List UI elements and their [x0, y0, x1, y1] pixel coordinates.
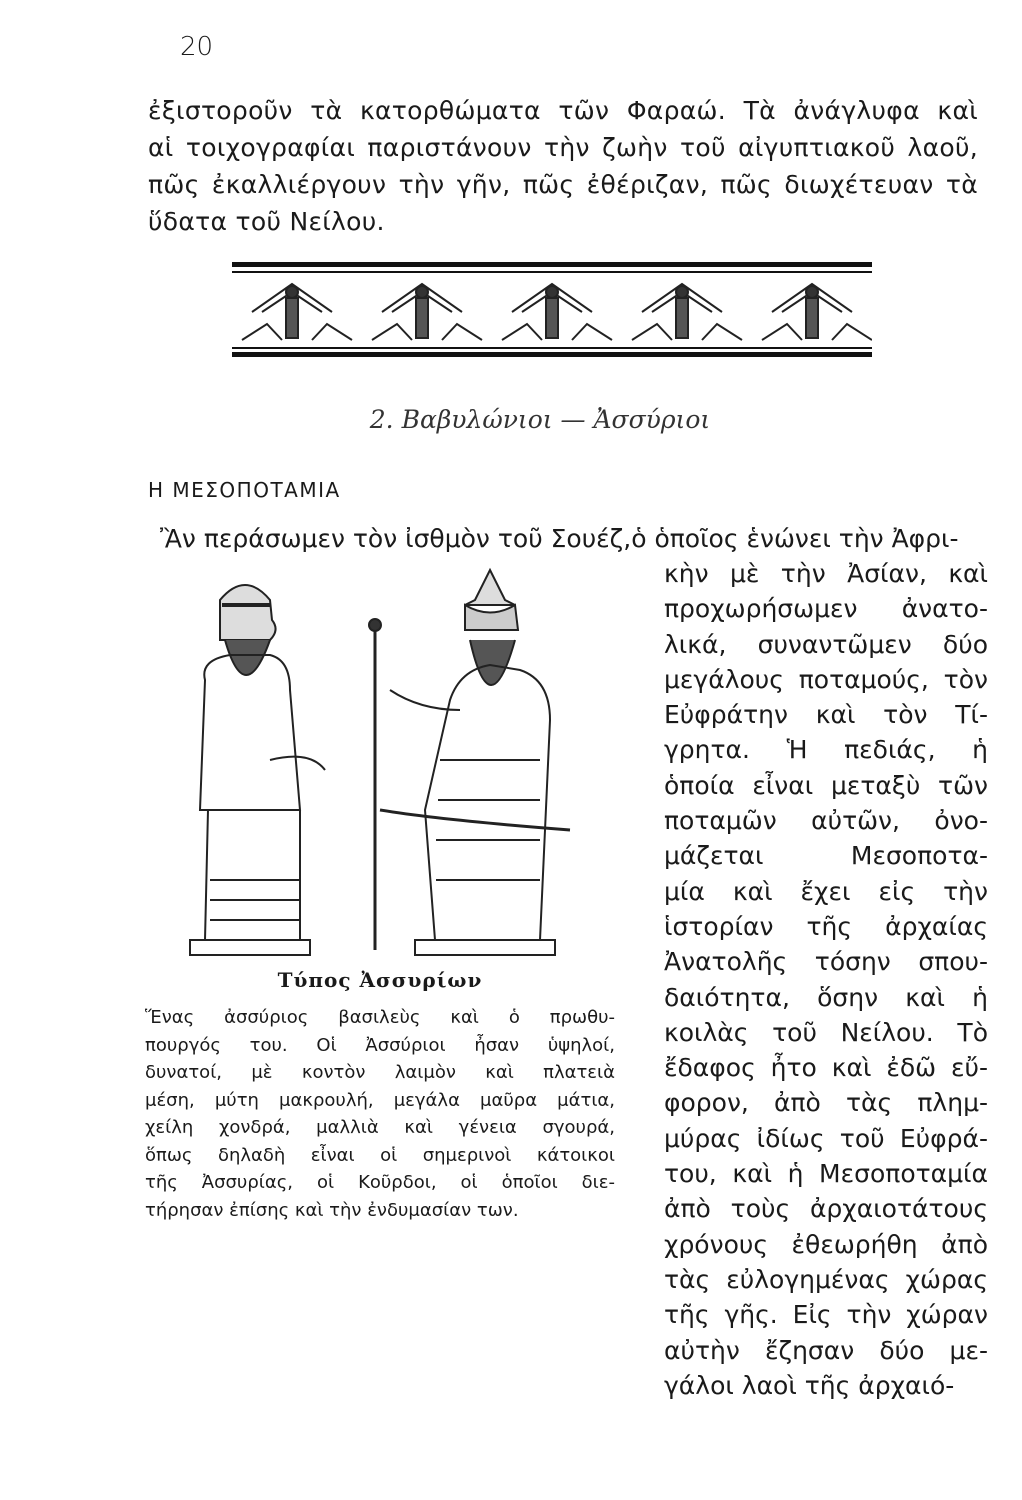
text-line: Εὐφράτην καὶ τὸν Τί-: [664, 700, 988, 730]
text-line: ἔδαφος ἦτο καὶ ἐδῶ εὔ-: [664, 1053, 988, 1083]
text-line: του, καὶ ἡ Μεσοποταμία: [664, 1159, 988, 1189]
caption-line: χείλη χονδρά, μαλλιὰ καὶ γένεια σγουρά,: [145, 1117, 615, 1138]
caption-line: δυνατοί, μὲ κοντὸν λαιμὸν καὶ πλατειὰ: [145, 1062, 615, 1083]
intro-line: πῶς ἐκαλλιέργουν τὴν γῆν, πῶς ἐθέριζαν, πῶς διωχέτευαν τὰ: [148, 170, 978, 199]
text-line: ἀπὸ τοὺς ἀρχαιοτάτους: [664, 1194, 988, 1224]
text-line: μεγάλους ποταμούς, τὸν: [664, 664, 988, 694]
decorative-frieze-illustration: [232, 262, 872, 358]
text-line: ὁποία εἶναι μεταξὺ τῶν: [664, 770, 988, 800]
text-line: γάλοι λαοὶ τῆς ἀρχαιό-: [664, 1370, 955, 1400]
text-line: κὴν μὲ τὴν Ἀσίαν, καὶ: [664, 559, 988, 588]
text-line: τῆς γῆς. Εἰς τὴν χώραν: [664, 1300, 988, 1330]
intro-line: αἱ τοιχογραφίαι παριστάνουν τὴν ζωὴν τοῦ αἰγυπτιακοῦ λαοῦ,: [148, 133, 978, 162]
text-line: ποταμῶν αὐτῶν, ὀνο-: [664, 806, 988, 836]
text-line: αὐτὴν ἔζησαν δύο με-: [664, 1335, 988, 1365]
caption-line: Ἕνας ἀσσύριος βασιλεὺς καὶ ὁ πρωθυ-: [145, 1007, 615, 1028]
caption-line: ὅπως δηλαδὴ εἶναι οἱ σημερινοὶ κάτοικοι: [145, 1144, 615, 1166]
caption-line: τῆς Ἀσσυρίας, οἱ Κοῦρδοι, οἱ ὁποῖοι διε-: [145, 1172, 615, 1193]
text-line: Ἀνατολῆς τόσην σπου-: [664, 947, 988, 977]
text-line: ἱστορίαν τῆς ἀρχαίας: [664, 911, 988, 941]
text-line: δαιότητα, ὅσην καὶ ἡ: [664, 982, 988, 1012]
intro-line: ἐξιστοροῦν τὰ κατορθώματα τῶν Φαραώ. Τὰ ἀνάγλυφα καὶ: [148, 96, 978, 125]
text-line: μία καὶ ἔχει εἰς τὴν: [664, 876, 988, 906]
text-line: μύρας ἰδίως τοῦ Εὐφρά-: [664, 1123, 988, 1153]
right-column-text: [664, 556, 988, 1403]
intro-paragraph: [148, 92, 978, 240]
region-heading: Η ΜΕΣΟΠΟΤΑΜΙΑ: [148, 478, 341, 502]
caption-line: πουργός του. Οἱ Ἀσσύριοι ἦσαν ὑψηλοί,: [145, 1034, 615, 1056]
text-line: τὰς εὐλογημένας χώρας: [664, 1264, 988, 1294]
assyrian-figures-illustration: [160, 560, 590, 960]
text-line: κοιλὰς τοῦ Νείλου. Τὸ: [664, 1017, 988, 1047]
caption-line: μέση, μύτη μακρουλή, μεγάλα μαῦρα μάτια,: [145, 1089, 615, 1111]
text-line: μάζεται Μεσοποτα-: [664, 841, 988, 871]
intro-line: ὕδατα τοῦ Νείλου.: [148, 207, 385, 236]
caption-title: Τύπος Ἀσσυρίων: [277, 968, 483, 992]
paragraph-first-line: Ἂν περάσωμεν τὸν ἰσθμὸν τοῦ Σουέζ,ὁ ὁποῖος ἑνώνει τὴν Ἀφρι-: [160, 524, 959, 553]
page-number: 20: [180, 32, 214, 62]
text-line: χρόνους ἐθεωρήθη ἀπὸ: [664, 1229, 988, 1259]
text-line: λικά, συναντῶμεν δύο: [664, 629, 988, 659]
caption-line: τήρησαν ἐπίσης καὶ τὴν ἐνδυμασίαν των.: [145, 1199, 519, 1221]
text-line: γρητα. Ἡ πεδιάς, ἡ: [664, 735, 988, 765]
text-line: φορον, ἀπὸ τὰς πλημ-: [664, 1088, 988, 1118]
section-heading: 2. Βαβυλώνιοι — Ἀσσύριοι: [369, 405, 711, 434]
caption-body: [145, 1004, 615, 1224]
text-line: προχωρήσωμεν ἀνατο-: [664, 594, 988, 624]
